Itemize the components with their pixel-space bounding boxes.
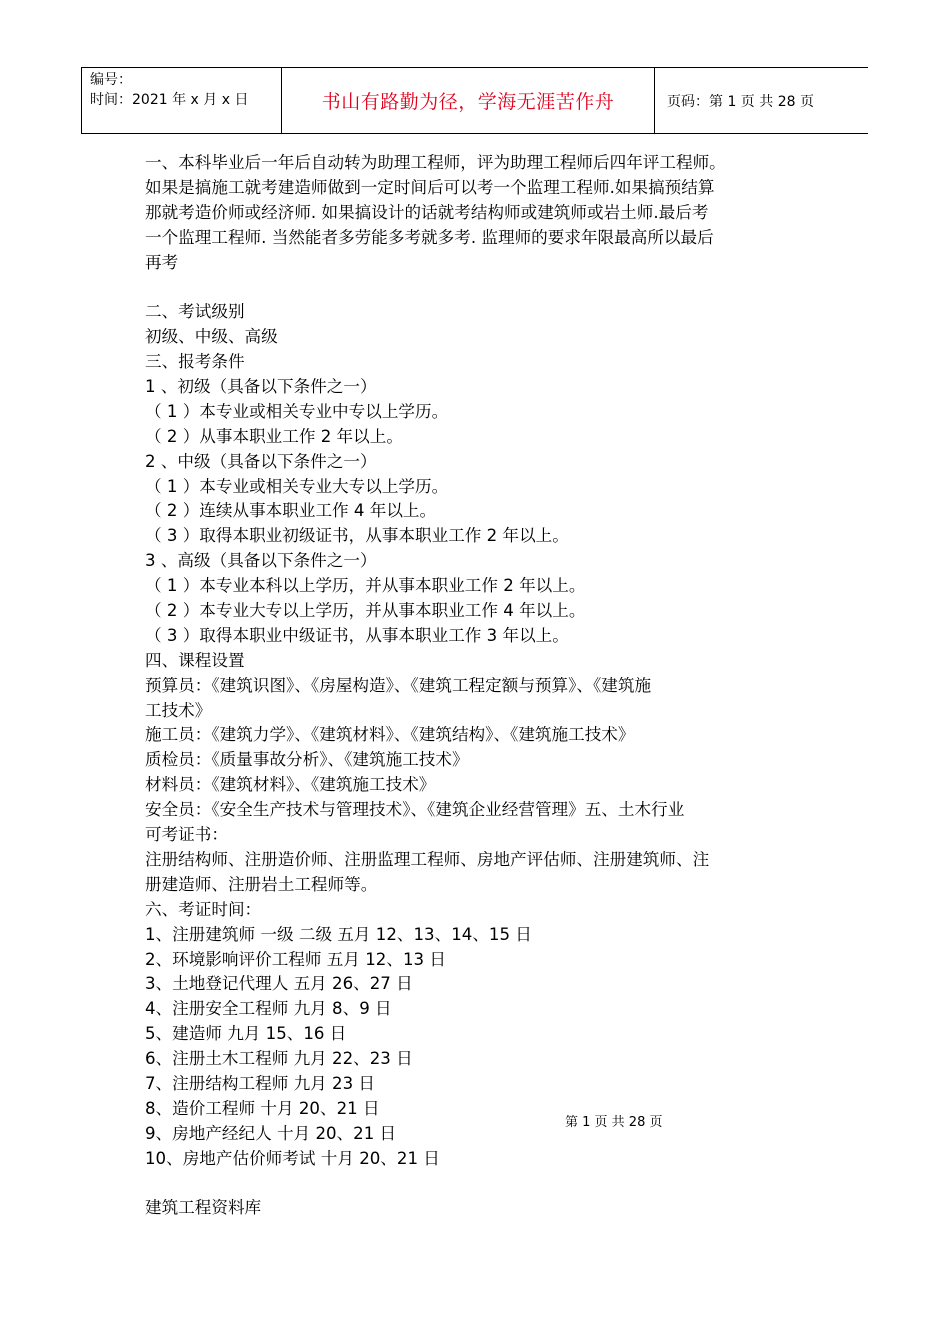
body-line: 工技术》 bbox=[145, 700, 212, 720]
body-line: 安全员：《安全生产技术与管理技术》、《建筑企业经营管理》五、土木行业 bbox=[145, 800, 685, 820]
body-line: （ 3 ）取得本职业中级证书，从事本职业工作 3 年以上。 bbox=[145, 625, 569, 645]
body-line: 一个监理工程师. 当然能者多劳能多考就多考. 监理师的要求年限最高所以最后 bbox=[145, 227, 714, 247]
body-line: （ 2 ）从事本职业工作 2 年以上。 bbox=[145, 426, 403, 446]
blank-line bbox=[145, 1172, 805, 1197]
body-line: 5、建造师 九月 15、16 日 bbox=[145, 1024, 347, 1044]
body-line: 如果是搞施工就考建造师做到一定时间后可以考一个监理工程师.如果搞预结算 bbox=[145, 177, 715, 197]
body-line: （ 1 ）本专业或相关专业大专以上学历。 bbox=[145, 476, 449, 496]
body-line: 一、本科毕业后一年后自动转为助理工程师，评为助理工程师后四年评工程师。 bbox=[145, 153, 726, 172]
body-line: 10、房地产估价师考试 十月 20、21 日 bbox=[145, 1148, 440, 1168]
header-motto: 书山有路勤为径，学海无涯苦作舟 bbox=[282, 68, 655, 133]
body-line: 材料员：《建筑材料》、《建筑施工技术》 bbox=[145, 775, 436, 795]
body-line: 1、注册建筑师 一级 二级 五月 12、13、14、15 日 bbox=[145, 924, 532, 944]
body-line: 3 、高级（具备以下条件之一） bbox=[145, 551, 377, 571]
body-line: 4、注册安全工程师 九月 8、9 日 bbox=[145, 999, 392, 1019]
body-line: 预算员：《建筑识图》、《房屋构造》、《建筑工程定额与预算》、《建筑施 bbox=[145, 675, 652, 695]
body-line: 注册结构师、注册造价师、注册监理工程师、房地产评估师、注册建筑师、注 bbox=[145, 849, 710, 869]
body-line: （ 2 ）本专业大专以上学历，并从事本职业工作 4 年以上。 bbox=[145, 601, 586, 621]
header-meta-cell bbox=[82, 68, 282, 133]
body-line: （ 3 ）取得本职业初级证书，从事本职业工作 2 年以上。 bbox=[145, 526, 569, 546]
header-page-info: 页码：第 1 页 共 28 页 bbox=[667, 93, 814, 110]
body-line: 可考证书： bbox=[145, 825, 228, 845]
body-line: （ 2 ）连续从事本职业工作 4 年以上。 bbox=[145, 501, 437, 521]
body-line: 3、土地登记代理人 五月 26、27 日 bbox=[145, 974, 413, 994]
body-line: 2 、中级（具备以下条件之一） bbox=[145, 451, 377, 471]
blank-line bbox=[145, 275, 805, 300]
doc-number-label: 编号： bbox=[90, 72, 132, 88]
body-line: 四、课程设置 bbox=[145, 650, 245, 670]
page-header bbox=[81, 67, 868, 134]
body-line: 9、房地产经纪人 十月 20、21 日 bbox=[145, 1123, 397, 1143]
body-line: 6、注册土木工程师 九月 22、23 日 bbox=[145, 1049, 413, 1069]
body-line: （ 1 ）本专业本科以上学历，并从事本职业工作 2 年以上。 bbox=[145, 576, 586, 596]
body-line: 质检员：《质量事故分析》、《建筑施工技术》 bbox=[145, 750, 469, 770]
body-line: 再考 bbox=[145, 252, 179, 272]
body-line: 施工员：《建筑力学》、《建筑材料》、《建筑结构》、《建筑施工技术》 bbox=[145, 725, 635, 745]
document-body bbox=[145, 151, 805, 1221]
body-line: 1 、初级（具备以下条件之一） bbox=[145, 377, 377, 397]
footer-page-number: 第 1 页 共 28 页 bbox=[565, 1115, 663, 1130]
body-line: 六、考证时间： bbox=[145, 899, 262, 919]
body-line: 那就考造价师或经济师. 如果搞设计的话就考结构师或建筑师或岩土师.最后考 bbox=[145, 202, 709, 222]
body-line: 三、报考条件 bbox=[145, 352, 245, 372]
body-line: 建筑工程资料库 bbox=[145, 1198, 262, 1218]
doc-time-label: 时间：2021 年 x 月 x 日 bbox=[90, 92, 249, 108]
body-line: 8、造价工程师 十月 20、21 日 bbox=[145, 1098, 380, 1118]
body-line: 2、环境影响评价工程师 五月 12、13 日 bbox=[145, 949, 446, 969]
body-line: （ 1 ）本专业或相关专业中专以上学历。 bbox=[145, 401, 449, 421]
body-line: 初级、中级、高级 bbox=[145, 327, 278, 347]
body-line: 二、考试级别 bbox=[145, 302, 245, 322]
body-line: 7、注册结构工程师 九月 23 日 bbox=[145, 1073, 376, 1093]
body-line: 册建造师、注册岩土工程师等。 bbox=[145, 874, 378, 894]
